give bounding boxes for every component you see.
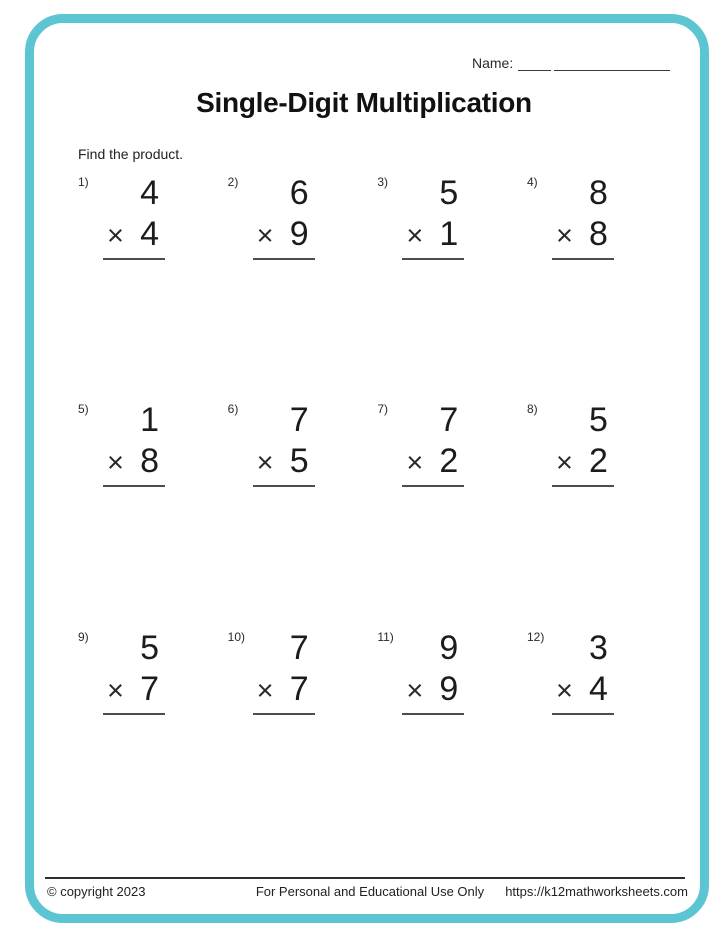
problem-body — [253, 400, 315, 487]
multiplicand: 4 — [140, 174, 159, 212]
problem-9 — [78, 628, 164, 715]
multiplier-row — [402, 441, 464, 484]
name-field-row — [472, 55, 670, 71]
problem-number: 11) — [377, 630, 394, 644]
multiplier-row — [253, 441, 315, 484]
problem-body — [402, 628, 464, 715]
multiply-sign: × — [107, 675, 124, 707]
problem-number: 10) — [227, 630, 245, 644]
problems-row-1 — [78, 173, 613, 260]
problem-number: 8) — [526, 402, 538, 416]
problem-body — [103, 628, 165, 715]
multiplier: 7 — [140, 670, 159, 708]
name-blank-line[interactable] — [518, 55, 551, 71]
problem-12 — [527, 628, 613, 715]
multiplicand: 8 — [589, 174, 608, 212]
multiplier: 9 — [289, 215, 309, 253]
footer-copyright: © copyright 2023 — [47, 884, 146, 899]
answer-line[interactable] — [552, 258, 614, 260]
multiplicand: 3 — [589, 629, 608, 667]
multiplier: 2 — [589, 442, 608, 480]
multiplier-row — [103, 214, 165, 257]
problem-body — [253, 173, 315, 260]
answer-line[interactable] — [103, 485, 165, 487]
problem-body — [402, 173, 464, 260]
multiplicand: 7 — [289, 629, 309, 667]
multiplier: 1 — [439, 215, 459, 253]
problem-body — [552, 173, 614, 260]
problem-number: 5) — [78, 402, 89, 416]
multiply-sign: × — [107, 447, 124, 479]
name-label: Name: — [472, 55, 514, 71]
multiplier-row — [103, 441, 165, 484]
answer-line[interactable] — [103, 713, 165, 715]
problem-2 — [228, 173, 314, 260]
problem-body — [552, 400, 614, 487]
multiplier: 2 — [439, 442, 459, 480]
multiplicand: 7 — [289, 401, 309, 439]
multiplier: 8 — [140, 442, 159, 480]
multiply-sign: × — [555, 447, 573, 479]
problems-row-3 — [78, 628, 613, 715]
multiplicand: 1 — [140, 401, 159, 439]
answer-line[interactable] — [103, 258, 165, 260]
multiply-sign: × — [406, 220, 424, 252]
problem-number: 6) — [227, 402, 239, 416]
answer-line[interactable] — [253, 258, 315, 260]
multiplicand: 7 — [439, 401, 459, 439]
problem-11 — [377, 628, 463, 715]
multiplier: 4 — [589, 670, 608, 708]
footer-url: https://k12mathworksheets.com — [505, 884, 688, 899]
page-title: Single-Digit Multiplication — [196, 87, 532, 118]
multiplier: 8 — [589, 215, 608, 253]
problem-4 — [527, 173, 613, 260]
problem-body — [253, 628, 315, 715]
problem-number: 4) — [526, 175, 538, 189]
problem-body — [103, 400, 165, 487]
problem-body — [103, 173, 165, 260]
problem-number: 3) — [377, 175, 388, 189]
footer-usage-note: For Personal and Educational Use Only — [255, 884, 485, 899]
problem-number: 2) — [227, 175, 239, 189]
answer-line[interactable] — [552, 485, 614, 487]
answer-line[interactable] — [253, 485, 315, 487]
answer-line[interactable] — [402, 258, 464, 260]
name-blank-line[interactable] — [554, 55, 670, 71]
multiply-sign: × — [555, 220, 573, 252]
problem-5 — [78, 400, 164, 487]
instruction-text: Find the product. — [78, 146, 184, 162]
multiplier: 5 — [289, 442, 309, 480]
problem-6 — [228, 400, 314, 487]
multiplier: 9 — [439, 670, 459, 708]
answer-line[interactable] — [402, 485, 464, 487]
multiplier-row — [552, 214, 614, 257]
multiply-sign: × — [256, 675, 274, 707]
multiplier-row — [253, 214, 315, 257]
answer-line[interactable] — [402, 713, 464, 715]
answer-line[interactable] — [552, 713, 614, 715]
multiplier-row — [402, 669, 464, 712]
multiply-sign: × — [107, 220, 124, 252]
problem-number: 12) — [526, 630, 545, 644]
multiplier-row — [103, 669, 165, 712]
problem-10 — [228, 628, 314, 715]
multiply-sign: × — [555, 675, 573, 707]
multiplicand: 5 — [140, 629, 159, 667]
answer-line[interactable] — [253, 713, 315, 715]
multiplier-row — [402, 214, 464, 257]
multiplicand: 9 — [439, 629, 459, 667]
problem-8 — [527, 400, 613, 487]
problem-1 — [78, 173, 164, 260]
multiplicand: 5 — [589, 401, 608, 439]
footer-divider — [45, 877, 685, 879]
problem-3 — [377, 173, 463, 260]
multiplier-row — [552, 669, 614, 712]
multiplier-row — [253, 669, 315, 712]
multiply-sign: × — [406, 447, 424, 479]
problem-7 — [377, 400, 463, 487]
multiply-sign: × — [406, 675, 424, 707]
multiplier: 7 — [289, 670, 309, 708]
problem-body — [402, 400, 464, 487]
problem-number: 9) — [78, 630, 89, 644]
multiplier: 4 — [140, 215, 159, 253]
problem-body — [552, 628, 614, 715]
multiply-sign: × — [256, 220, 274, 252]
multiplier-row — [552, 441, 614, 484]
problem-number: 7) — [377, 402, 388, 416]
multiplicand: 5 — [439, 174, 459, 212]
multiply-sign: × — [256, 447, 274, 479]
multiplicand: 6 — [289, 174, 309, 212]
problem-number: 1) — [78, 175, 89, 189]
problems-row-2 — [78, 400, 613, 487]
